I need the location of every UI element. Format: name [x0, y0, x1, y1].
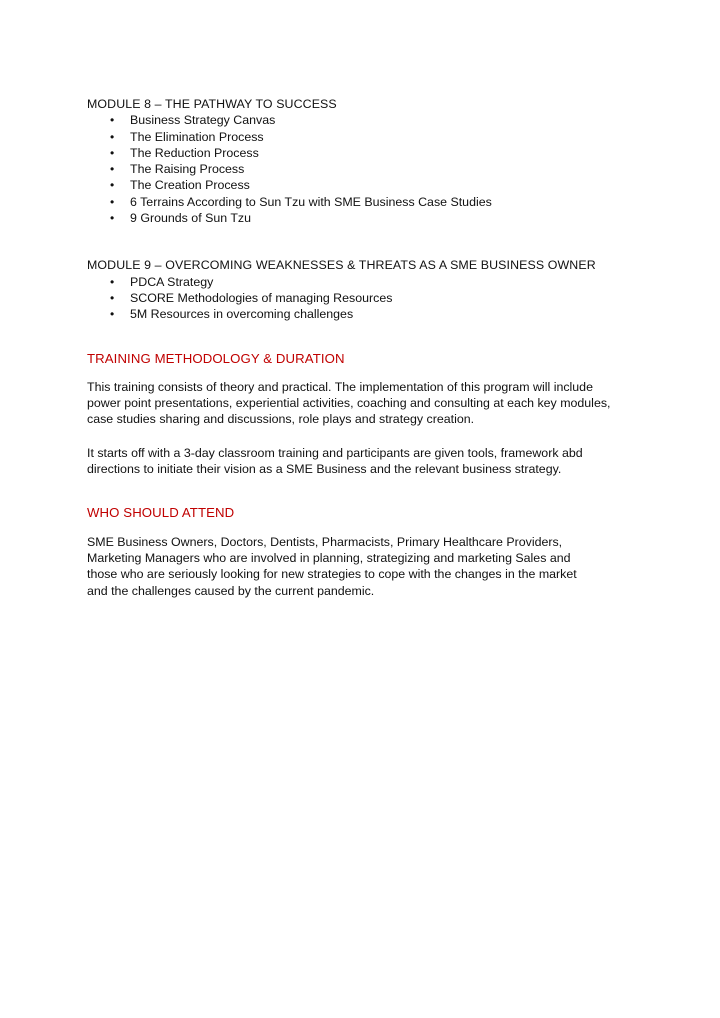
spacer: [87, 367, 647, 379]
training-paragraph-1: [87, 379, 647, 428]
training-paragraph-2: [87, 445, 647, 478]
paragraph-line: Marketing Managers who are involved in planning, strategizing and marketing Sales and: [87, 550, 571, 565]
spacer: [87, 477, 647, 505]
bullet-icon: •: [110, 113, 115, 128]
list-item-text: 6 Terrains According to Sun Tzu with SME Business Case Studies: [130, 194, 492, 209]
bullet-icon: •: [110, 290, 115, 305]
module-8-title: MODULE 8 – THE PATHWAY TO SUCCESS: [87, 97, 337, 111]
bullet-icon: •: [110, 129, 115, 144]
list-item-text: The Creation Process: [130, 178, 250, 193]
list-item: [87, 306, 647, 322]
paragraph-line: power point presentations, experiential activities, coaching and consulting at each key modules,: [87, 396, 611, 411]
paragraph-line: SME Business Owners, Doctors, Dentists, Pharmacists, Primary Healthcare Providers,: [87, 534, 563, 549]
bullet-icon: •: [110, 145, 115, 160]
training-methodology-heading: TRAINING METHODOLOGY & DURATION: [87, 350, 345, 366]
paragraph-line: directions to initiate their vision as a SME Business and the relevant business strategy.: [87, 462, 562, 477]
attend-paragraph: [87, 534, 647, 599]
list-item-text: The Reduction Process: [130, 145, 259, 160]
paragraph-line: and the challenges caused by the current pandemic.: [87, 583, 375, 598]
list-item-text: SCORE Methodologies of managing Resources: [130, 290, 393, 305]
module-8-list: [87, 112, 647, 226]
list-item: [87, 112, 647, 128]
list-item-text: The Elimination Process: [130, 129, 264, 144]
paragraph-line: case studies sharing and discussions, role plays and strategy creation.: [87, 412, 475, 427]
list-item: [87, 177, 647, 193]
spacer: [87, 226, 647, 257]
bullet-icon: •: [110, 274, 115, 289]
list-item-text: 5M Resources in overcoming challenges: [130, 307, 354, 322]
bullet-icon: •: [110, 211, 115, 226]
spacer: [87, 428, 647, 445]
paragraph-line: those who are seriously looking for new strategies to cope with the changes in the market: [87, 567, 577, 582]
list-item-text: The Raising Process: [130, 162, 245, 177]
list-item: [87, 290, 647, 306]
bullet-icon: •: [110, 162, 115, 177]
list-item: [87, 194, 647, 210]
list-item-text: PDCA Strategy: [130, 274, 214, 289]
list-item-text: 9 Grounds of Sun Tzu: [130, 211, 251, 226]
bullet-icon: •: [110, 307, 115, 322]
bullet-icon: •: [110, 194, 115, 209]
list-item: [87, 274, 647, 290]
spacer: [87, 522, 647, 534]
document-content: [87, 96, 647, 599]
list-item: [87, 129, 647, 145]
module-9-title: MODULE 9 – OVERCOMING WEAKNESSES & THREATS AS A SME BUSINESS OWNER: [87, 258, 596, 273]
list-item: [87, 161, 647, 177]
list-item: [87, 145, 647, 161]
paragraph-line: This training consists of theory and practical. The implementation of this program will include: [87, 379, 593, 394]
who-should-attend-heading: WHO SHOULD ATTEND: [87, 505, 235, 521]
list-item-text: Business Strategy Canvas: [130, 113, 276, 128]
paragraph-line: It starts off with a 3-day classroom training and participants are given tools, framework abd: [87, 445, 583, 460]
spacer: [87, 323, 647, 351]
bullet-icon: •: [110, 178, 115, 193]
list-item: [87, 210, 647, 226]
module-9-list: [87, 274, 647, 323]
